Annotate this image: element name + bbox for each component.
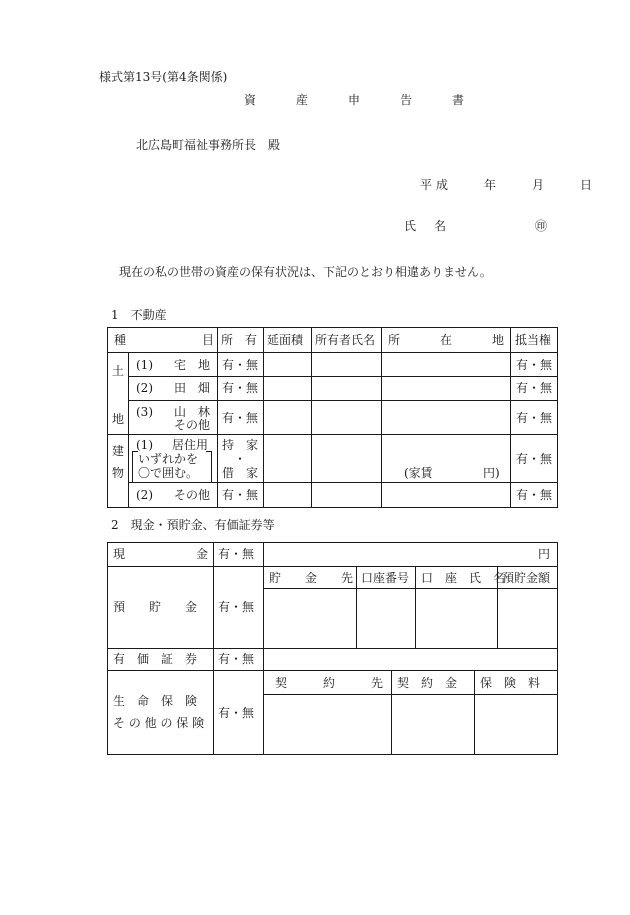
name-label: 氏 名 [404,219,450,233]
section1-heading: 1 不動産 [111,308,167,322]
bld1-name: 居住用 [172,438,209,452]
securities-yes-no[interactable]: 有・無 [218,652,255,666]
land3-number: (3) [136,405,153,419]
bld1-note-2: 〇で囲む。 [138,466,199,480]
land3-mortgage[interactable]: 有・無 [516,411,553,425]
premium-header: 保 険 料 [480,676,541,690]
land1-mortgage[interactable]: 有・無 [516,358,553,372]
savings-label: 預 貯 金 [113,600,198,614]
bank-header: 貯 金 先 [269,571,354,585]
header-owner-name: 所有者氏名 [315,333,376,347]
cash-label-a: 現 [113,547,126,561]
section2-heading: 2 現金・預貯金、有価証券等 [111,518,275,532]
header-type-left: 種 [114,333,127,347]
land2-mortgage[interactable]: 有・無 [516,381,553,395]
bld1-note-1: いずれかを [138,452,199,466]
insurance-label-1: 生 命 保 険 [113,694,198,708]
land1-ownership[interactable]: 有・無 [222,358,259,372]
bld2-number: (2) [136,488,153,502]
header-ownership: 所 有 [221,333,258,347]
insurance-yes-no[interactable]: 有・無 [218,706,255,720]
header-area: 延面積 [267,333,304,347]
header-location-a: 所 [388,333,401,347]
savings-yes-no[interactable]: 有・無 [218,600,255,614]
bld2-name: その他 [174,488,211,502]
amount-header: 契 約 金 [397,676,458,690]
rent-unit: 円) [483,466,500,480]
bld2-ownership[interactable]: 有・無 [222,488,259,502]
addressee: 北広島町福祉事務所長 殿 [136,138,281,152]
securities-label: 有 価 証 券 [113,652,198,666]
bld-dot: ・ [234,452,247,466]
bld-rented[interactable]: 借 家 [222,466,259,480]
header-location-b: 在 [440,333,453,347]
building-label-bottom: 物 [112,466,125,480]
statement: 現在の私の世帯の資産の保有状況は、下記のとおり相違ありません。 [119,265,492,279]
contractor-header: 契 約 先 [275,676,384,690]
land-label-top: 土 [112,364,125,378]
cash-label-b: 金 [196,547,209,561]
document-title: 資 産 申 告 書 [244,93,479,107]
account-number-header: 口座番号 [361,571,410,585]
land3-name: 山 林 [174,405,211,419]
balance-header: 預貯金額 [502,571,551,585]
cash-yen: 円 [538,547,551,561]
rent-label: (家賃 [404,466,433,480]
land1-number: (1) [136,358,153,372]
bld2-mortgage[interactable]: 有・無 [516,488,553,502]
land1-name: 宅 地 [174,358,211,372]
header-location-c: 地 [492,333,505,347]
bld1-number: (1) [136,438,153,452]
land2-ownership[interactable]: 有・無 [222,381,259,395]
land3-ownership[interactable]: 有・無 [222,411,259,425]
bld1-mortgage[interactable]: 有・無 [516,452,553,466]
cash-yes-no[interactable]: 有・無 [218,547,255,561]
form-number: 様式第13号(第4条関係) [99,70,228,84]
note-bracket-right [206,451,212,483]
seal-mark: ㊞ [535,219,548,233]
land2-number: (2) [136,381,153,395]
land2-name: 田 畑 [174,381,211,395]
building-label-top: 建 [112,444,125,458]
land-label-bottom: 地 [112,412,125,426]
header-mortgage: 抵当権 [515,333,552,347]
account-name-header: 口 座 氏 名 [421,571,506,585]
header-type-right: 目 [202,333,215,347]
land3-sub: その他 [174,418,211,432]
insurance-label-2: そ の 他 の 保 険 [113,716,205,730]
date-line: 平成 年 月 日 [420,178,597,192]
bld-owned[interactable]: 持 家 [222,438,259,452]
